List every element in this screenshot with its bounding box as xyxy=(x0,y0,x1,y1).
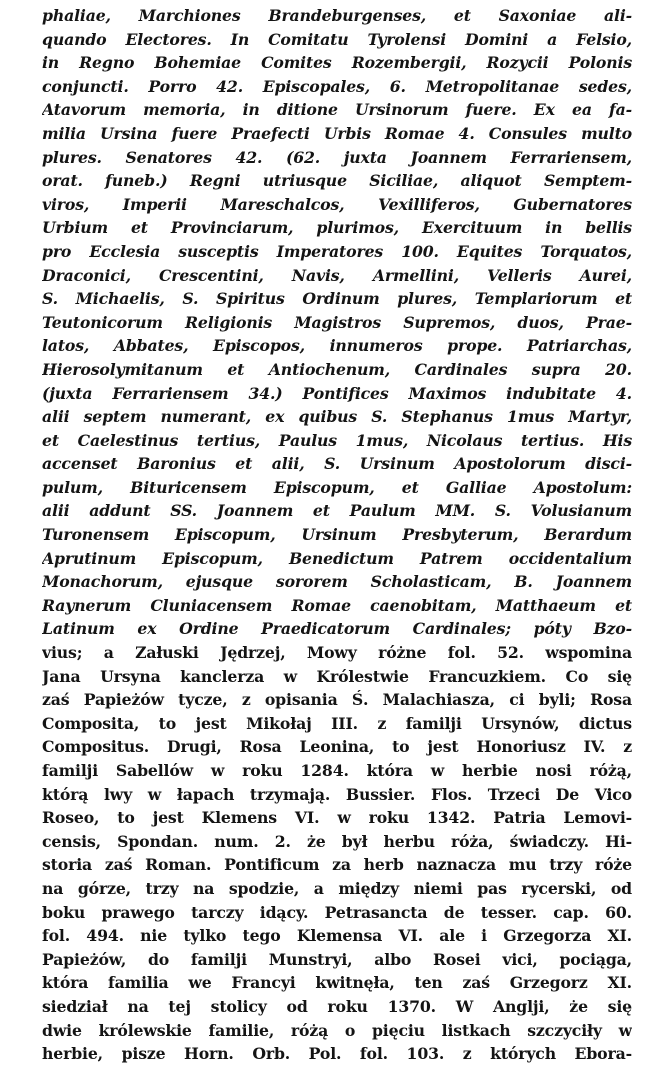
text-line: censis, Spondan. num. 2. że był herbu róża, świadczy. Hi- xyxy=(42,831,632,851)
text-line: pulum, Bituricensem Episcopum, et Galliae Apostolum: xyxy=(42,477,632,497)
text-line: viros, Imperii Mareschalcos, Vexilliferos, Gubernatores xyxy=(42,194,632,214)
text-line: vius; a Załuski Jędrzej, Mowy różne fol. 52. wspomina xyxy=(42,643,632,663)
text-line: storia zaś Roman. Pontificum za herb naznacza mu trzy róże xyxy=(42,855,632,875)
text-line: herbie, pisze Horn. Orb. Pol. fol. 103. z których Ebora- xyxy=(42,1044,632,1064)
text-line: quando Electores. In Comitatu Tyrolensi Domini a Felsio, xyxy=(42,29,632,49)
text-line: Composita, to jest Mikołaj III. z familji Ursynów, dictus xyxy=(42,713,632,733)
text-line: Jana Ursyna kanclerza w Królestwie Francuzkiem. Co się xyxy=(42,666,632,686)
text-line: Teutonicorum Religionis Magistros Supremos, duos, Prae- xyxy=(42,312,632,332)
text-line: pro Ecclesia susceptis Imperatores 100. Equites Torquatos, xyxy=(42,241,632,261)
text-line: Raynerum Cluniacensem Romae caenobitam, Matthaeum et xyxy=(42,595,632,615)
text-line: dwie królewskie familie, różą o pięciu listkach szczyciły w xyxy=(42,1020,632,1040)
text-line: która familia we Francyi kwitnęła, ten zaś Grzegorz XI. xyxy=(42,973,632,993)
text-line: S. Michaelis, S. Spiritus Ordinum plures, Templariorum et xyxy=(42,289,632,309)
text-line: in Regno Bohemiae Comites Rozembergii, Rozycii Polonis xyxy=(42,53,632,73)
text-line: accenset Baronius et alii, S. Ursinum Apostolorum disci- xyxy=(42,454,632,474)
text-line: Latinum ex Ordine Praedicatorum Cardinales; póty Bzo- xyxy=(42,619,632,639)
text-block xyxy=(42,4,632,1066)
text-line: fol. 494. nie tylko tego Klemensa VI. ale i Grzegorza XI. xyxy=(42,926,632,946)
text-line: alii septem numerant, ex quibus S. Stephanus 1mus Martyr, xyxy=(42,407,632,427)
text-line: milia Ursina fuere Praefecti Urbis Romae 4. Consules multo xyxy=(42,123,632,143)
text-line: Draconici, Crescentini, Navis, Armellini, Velleris Aurei, xyxy=(42,265,632,285)
text-line: Urbium et Provinciarum, plurimos, Exercituum in bellis xyxy=(42,218,632,238)
text-line: conjuncti. Porro 42. Episcopales, 6. Metropolitanae sedes, xyxy=(42,76,632,96)
text-line: Roseo, to jest Klemens VI. w roku 1342. Patria Lemovi- xyxy=(42,808,632,828)
text-line: Monachorum, ejusque sororem Scholasticam, B. Joannem xyxy=(42,572,632,592)
text-line: latos, Abbates, Episcopos, innumeros prope. Patriarchas, xyxy=(42,336,632,356)
text-line: orat. funeb.) Regni utriusque Siciliae, aliquot Semptem- xyxy=(42,171,632,191)
text-line: Papieżów, do familji Munstryi, albo Rosei vici, pociąga, xyxy=(42,949,632,969)
text-line: Turonensem Episcopum, Ursinum Presbyterum, Berardum xyxy=(42,525,632,545)
text-line: Hierosolymitanum et Antiochenum, Cardinales supra 20. xyxy=(42,359,632,379)
text-line: na górze, trzy na spodzie, a między niemi pas rycerski, od xyxy=(42,878,632,898)
text-line: Atavorum memoria, in ditione Ursinorum fuere. Ex ea fa- xyxy=(42,100,632,120)
text-line: którą lwy w łapach trzymają. Bussier. Flos. Trzeci De Vico xyxy=(42,784,632,804)
text-line: zaś Papieżów tycze, z opisania Ś. Malachiasza, ci byli; Rosa xyxy=(42,690,632,710)
text-line: et Caelestinus tertius, Paulus 1mus, Nicolaus tertius. His xyxy=(42,430,632,450)
text-line: boku prawego tarczy idący. Petrasancta de tesser. cap. 60. xyxy=(42,902,632,922)
text-line: (juxta Ferrariensem 34.) Pontifices Maximos indubitate 4. xyxy=(42,383,632,403)
text-line: phaliae, Marchiones Brandeburgenses, et Saxoniae ali- xyxy=(42,6,632,25)
text-line: plures. Senatores 42. (62. juxta Joannem Ferrariensem, xyxy=(42,147,632,167)
text-line: Aprutinum Episcopum, Benedictum Patrem occidentalium xyxy=(42,548,632,568)
text-line: siedział na tej stolicy od roku 1370. W Anglji, że się xyxy=(42,996,632,1016)
text-line: familji Sabellów w roku 1284. która w herbie nosi różą, xyxy=(42,761,632,780)
text-line: Compositus. Drugi, Rosa Leonina, to jest Honoriusz IV. z xyxy=(42,737,632,757)
text-line: alii addunt SS. Joannem et Paulum MM. S. Volusianum xyxy=(42,501,632,521)
